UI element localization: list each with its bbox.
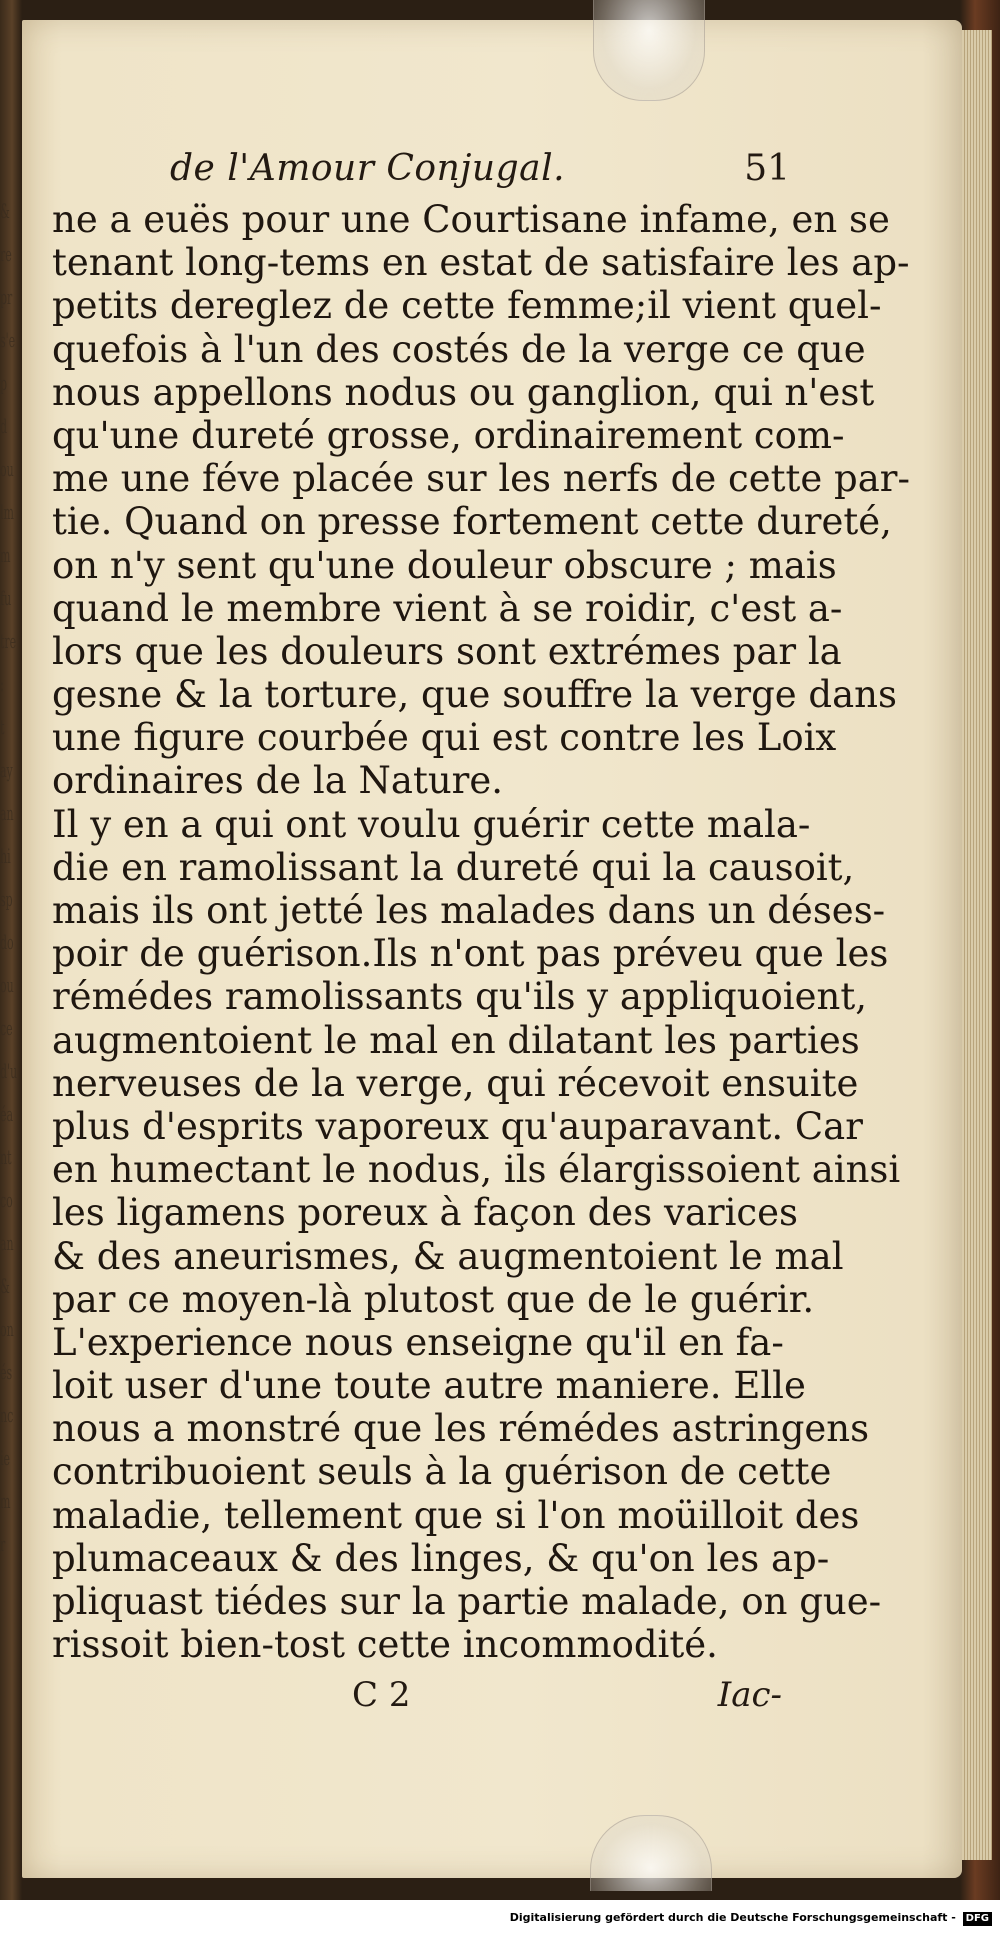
- top-page-clip: [593, 0, 705, 101]
- text-line: nous appellons nodus ou ganglion, qui n'est: [52, 370, 875, 414]
- text-line: on n'y sent qu'une douleur obscure ; mais: [52, 543, 837, 587]
- text-line: loit user d'une toute autre maniere. Elle: [52, 1364, 806, 1408]
- gutter-fragment: ou: [0, 973, 14, 997]
- gutter-fragment: ou: [0, 457, 14, 481]
- text-line: gesne & la torture, que souffre la verge dans: [52, 673, 897, 717]
- text-line: Il y en a qui ont voulu guérir cette mala-: [52, 802, 811, 846]
- gutter-fragment: m: [0, 543, 11, 567]
- text-line: poir de guérison.Ils n'ont pas préveu que les: [52, 932, 889, 976]
- gutter-fragment: co: [0, 1188, 13, 1212]
- gutter-fragment: ay: [0, 758, 13, 782]
- running-title: de l'Amour Conjugal.: [170, 148, 566, 189]
- text-line: ordinaires de la Nature.: [52, 759, 504, 803]
- page-footer: [52, 1675, 782, 1725]
- text-line: quefois à l'un des costés de la verge ce que: [52, 327, 866, 371]
- text-line: tie. Quand on presse fortement cette dureté,: [52, 500, 892, 544]
- gutter-fragment: tre: [0, 629, 17, 653]
- gutter-fragment: ce: [0, 1016, 13, 1040]
- text-line: augmentoient le mal en dilatant les parties: [52, 1018, 860, 1062]
- text-line: nerveuses de la verge, qui récevoit ensuite: [52, 1061, 859, 1105]
- gutter-fragment: &: [0, 1274, 10, 1298]
- page-edges: [962, 30, 992, 1860]
- gutter-fragment: éa: [0, 1102, 14, 1126]
- digitization-credit: [0, 1900, 1000, 1936]
- text-line: & des aneurismes, & augmentoient le mal: [52, 1234, 844, 1278]
- text-line: maladie, tellement que si l'on moüilloit des: [52, 1493, 860, 1537]
- text-line: rémédes ramolissants qu'ils y appliquoient,: [52, 975, 867, 1019]
- text-line: tenant long-tems en estat de satisfaire les ap-: [52, 241, 910, 285]
- gutter-fragment: &: [0, 199, 10, 223]
- credit-text: Digitalisierung gefördert durch die Deutsche Forschungsgemeinschaft -: [509, 1911, 956, 1924]
- text-line: mais ils ont jetté les malades dans un déses-: [52, 889, 886, 932]
- text-line: nous a monstré que les rémédes astringens: [52, 1407, 870, 1451]
- text-line: contribuoient seuls à la guérison de cette: [52, 1450, 832, 1494]
- text-line: par ce moyen-là plutost que de le guérir.: [52, 1277, 815, 1321]
- signature-mark: C 2: [352, 1675, 411, 1715]
- text-line: quand le membre vient à se roidir, c'est a-: [52, 586, 843, 630]
- page-number: 51: [744, 148, 790, 189]
- gutter-fragment: pr: [0, 285, 13, 309]
- text-line: die en ramolissant la dureté qui la causoit,: [52, 845, 855, 889]
- page-header: [170, 148, 790, 198]
- text-line: lors que les douleurs sont extrémes par la: [52, 629, 842, 673]
- gutter-fragment: d'u: [0, 1059, 18, 1083]
- gutter-fragment: d: [0, 414, 8, 438]
- gutter-fragment: lm: [0, 500, 14, 524]
- catchword: Iac-: [717, 1675, 782, 1715]
- gutter-fragment: nc: [0, 1403, 14, 1427]
- gutter-fragment: do: [0, 930, 14, 954]
- text-line: une figure courbée qui est contre les Loix: [52, 716, 837, 760]
- dfg-logo: DFG: [963, 1912, 992, 1926]
- text-line: en humectant le nodus, ils élargissoient ainsi: [52, 1148, 901, 1192]
- text-line: rissoit bien-tost cette incommodité.: [52, 1623, 718, 1667]
- gutter-fragment: sp: [0, 887, 13, 911]
- text-line: ne a euës pour une Courtisane infame, en se: [52, 198, 890, 241]
- gutter-fragment: an: [0, 801, 14, 825]
- text-line: petits dereglez de cette femme;il vient quel-: [52, 284, 882, 328]
- gutter-fragment: nt: [0, 1145, 12, 1169]
- text-line: pliquast tiédes sur la partie malade, on gue-: [52, 1580, 882, 1623]
- text-line: me une féve placée sur les nerfs de cette par-: [52, 457, 910, 501]
- text-line: les ligamens poreux à façon des varices: [52, 1191, 799, 1235]
- gutter-fragment: re: [0, 242, 12, 266]
- gutter-fragment: és: [0, 1360, 13, 1384]
- body-text: [52, 198, 910, 1667]
- facing-page-gutter-text: [0, 190, 48, 1670]
- gutter-fragment: hi: [0, 844, 11, 868]
- gutter-fragment: fu: [0, 586, 12, 610]
- gutter-fragment: ie: [0, 1446, 11, 1470]
- text-line: qu'une dureté grosse, ordinairement com-: [52, 413, 845, 457]
- gutter-fragment: s'e: [0, 328, 16, 352]
- gutter-fragment: :: [0, 672, 4, 696]
- gutter-fragment: r: [0, 1532, 6, 1556]
- gutter-fragment: t: [0, 715, 5, 739]
- text-line: plumaceaux & des linges, & qu'on les ap-: [52, 1536, 830, 1580]
- text-line: L'experience nous enseigne qu'il en fa-: [52, 1320, 784, 1364]
- gutter-fragment: on: [0, 1317, 14, 1341]
- text-line: plus d'esprits vaporeux qu'auparavant. Car: [52, 1104, 863, 1148]
- gutter-fragment: an: [0, 1231, 14, 1255]
- gutter-fragment: m: [0, 1489, 11, 1513]
- gutter-fragment: p: [0, 371, 8, 395]
